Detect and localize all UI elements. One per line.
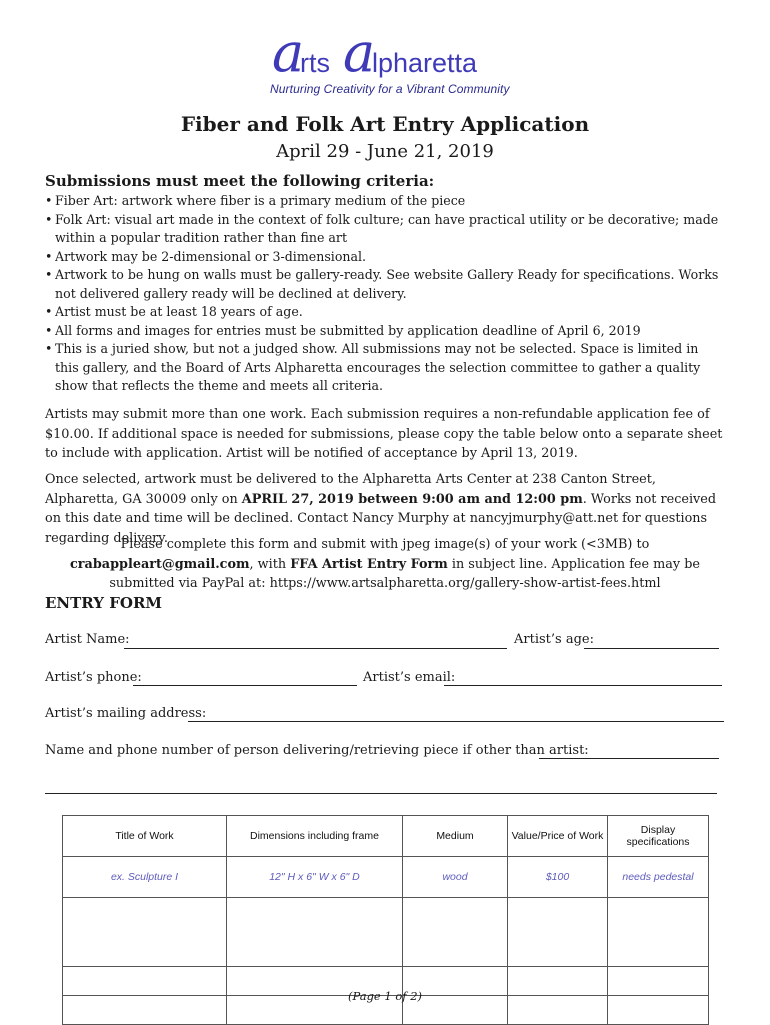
delivery-date-time: APRIL 27, 2019 between 9:00 am and 12:00 pm	[241, 491, 583, 507]
page-number: (Page 1 of 2)	[348, 989, 422, 1003]
logo-initial-arts: a	[272, 21, 305, 84]
arts-alpharetta-logo	[0, 21, 770, 102]
example-dimensions: 12" H x 6" W x 6" D	[227, 857, 403, 898]
instructions-text-3: in subject line. Application fee may be submitted via PayPal at: https://www.artsalpharetta.org/gallery-show-artist-fees.html	[109, 556, 700, 591]
criteria-heading: Submissions must meet the following criteria:	[45, 172, 435, 190]
table-cell[interactable]	[608, 898, 709, 967]
form-name: FFA Artist Entry Form	[290, 556, 448, 572]
logo-text-alpharetta: lpharetta	[372, 48, 478, 78]
artist-email-label: Artist’s email:	[363, 670, 456, 685]
artist-email-field[interactable]	[444, 685, 722, 686]
delivery-person-field[interactable]	[539, 758, 719, 759]
table-cell[interactable]	[403, 898, 508, 967]
header-dimensions: Dimensions including frame	[227, 816, 403, 857]
artist-phone-label: Artist’s phone:	[45, 670, 142, 685]
artist-age-field[interactable]	[584, 648, 719, 649]
instructions-text-1: Please complete this form and submit with jpeg image(s) of your work (<3MB) to	[120, 537, 650, 552]
artist-age-label: Artist’s age:	[514, 632, 594, 647]
criteria-list	[45, 192, 725, 396]
logo-tagline: Nurturing Creativity for a Vibrant Community	[270, 82, 510, 96]
header-value-price: Value/Price of Work	[508, 816, 608, 857]
mailing-address-label: Artist’s mailing address:	[45, 706, 207, 721]
header-display-specs: Display specifications	[608, 816, 709, 857]
table-row	[63, 898, 709, 967]
logo-initial-alpharetta: a	[343, 21, 376, 84]
delivery-text-2: . Works not received on this date and time will be declined. Contact Nancy Murphy at nancyjmurphy@att.net for questions regarding delivery.	[45, 491, 717, 546]
page-title: Fiber and Folk Art Entry Application	[180, 112, 590, 136]
instructions-text-2: , with	[249, 556, 291, 572]
header-medium: Medium	[403, 816, 508, 857]
criteria-item-fiber-art: • Fiber Art: artwork where fiber is a primary medium of the piece	[45, 192, 725, 211]
criteria-item-age: • Artist must be at least 18 years of age.	[45, 303, 725, 322]
delivery-person-field-line2[interactable]	[45, 793, 717, 794]
table-header-row	[63, 816, 709, 857]
submission-email: crabappleart@gmail.com	[70, 556, 250, 572]
submission-fee-paragraph: Artists may submit more than one work. Each submission requires a non-refundable application fee of $10.00. If additional space is needed for submissions, please copy the table below onto a separate sheet to include with application. Artist will be notified of acceptance by April 13, 2019.	[45, 407, 723, 461]
artist-name-field[interactable]	[124, 648, 507, 649]
delivery-text-1: Once selected, artwork must be delivered to the Alpharetta Arts Center at 238 Canton Street, Alpharetta, GA 30009 only on	[45, 472, 656, 507]
submission-instructions	[40, 535, 730, 594]
delivery-person-label: Name and phone number of person delivering/retrieving piece if other than artist:	[45, 743, 589, 758]
header-title-of-work: Title of Work	[63, 816, 227, 857]
artist-phone-field[interactable]	[133, 685, 357, 686]
entry-form-heading: ENTRY FORM	[45, 594, 163, 612]
table-cell[interactable]	[508, 898, 608, 967]
criteria-item-gallery-ready: • Artwork to be hung on walls must be gallery-ready. See website Gallery Ready for specifications. Works not delivered gallery ready will be declined at delivery.	[45, 266, 725, 303]
example-medium: wood	[403, 857, 508, 898]
artist-name-label: Artist Name:	[45, 632, 130, 647]
table-row-example	[63, 857, 709, 898]
criteria-item-juried: • This is a juried show, but not a judged show. All submissions may not be selected. Space is limited in this gallery, and the Board of Arts Alpharetta encourages the selection committee to gather a quality show that reflects the theme and meets all criteria.	[45, 340, 725, 396]
show-dates: April 29 - June 21, 2019	[276, 141, 494, 162]
table-cell[interactable]	[63, 898, 227, 967]
example-display: needs pedestal	[608, 857, 709, 898]
logo-wordmark	[270, 21, 510, 88]
criteria-item-folk-art: • Folk Art: visual art made in the context of folk culture; can have practical utility or be decorative; made within a popular tradition rather than fine art	[45, 211, 725, 248]
example-value: $100	[508, 857, 608, 898]
logo-text-arts: rts	[300, 48, 330, 78]
table-cell[interactable]	[227, 898, 403, 967]
criteria-item-deadline: • All forms and images for entries must be submitted by application deadline of April 6, 2019	[45, 322, 725, 341]
criteria-item-dimensions: • Artwork may be 2-dimensional or 3-dimensional.	[45, 248, 725, 267]
mailing-address-field[interactable]	[188, 721, 724, 722]
example-title: ex. Sculpture I	[63, 857, 227, 898]
